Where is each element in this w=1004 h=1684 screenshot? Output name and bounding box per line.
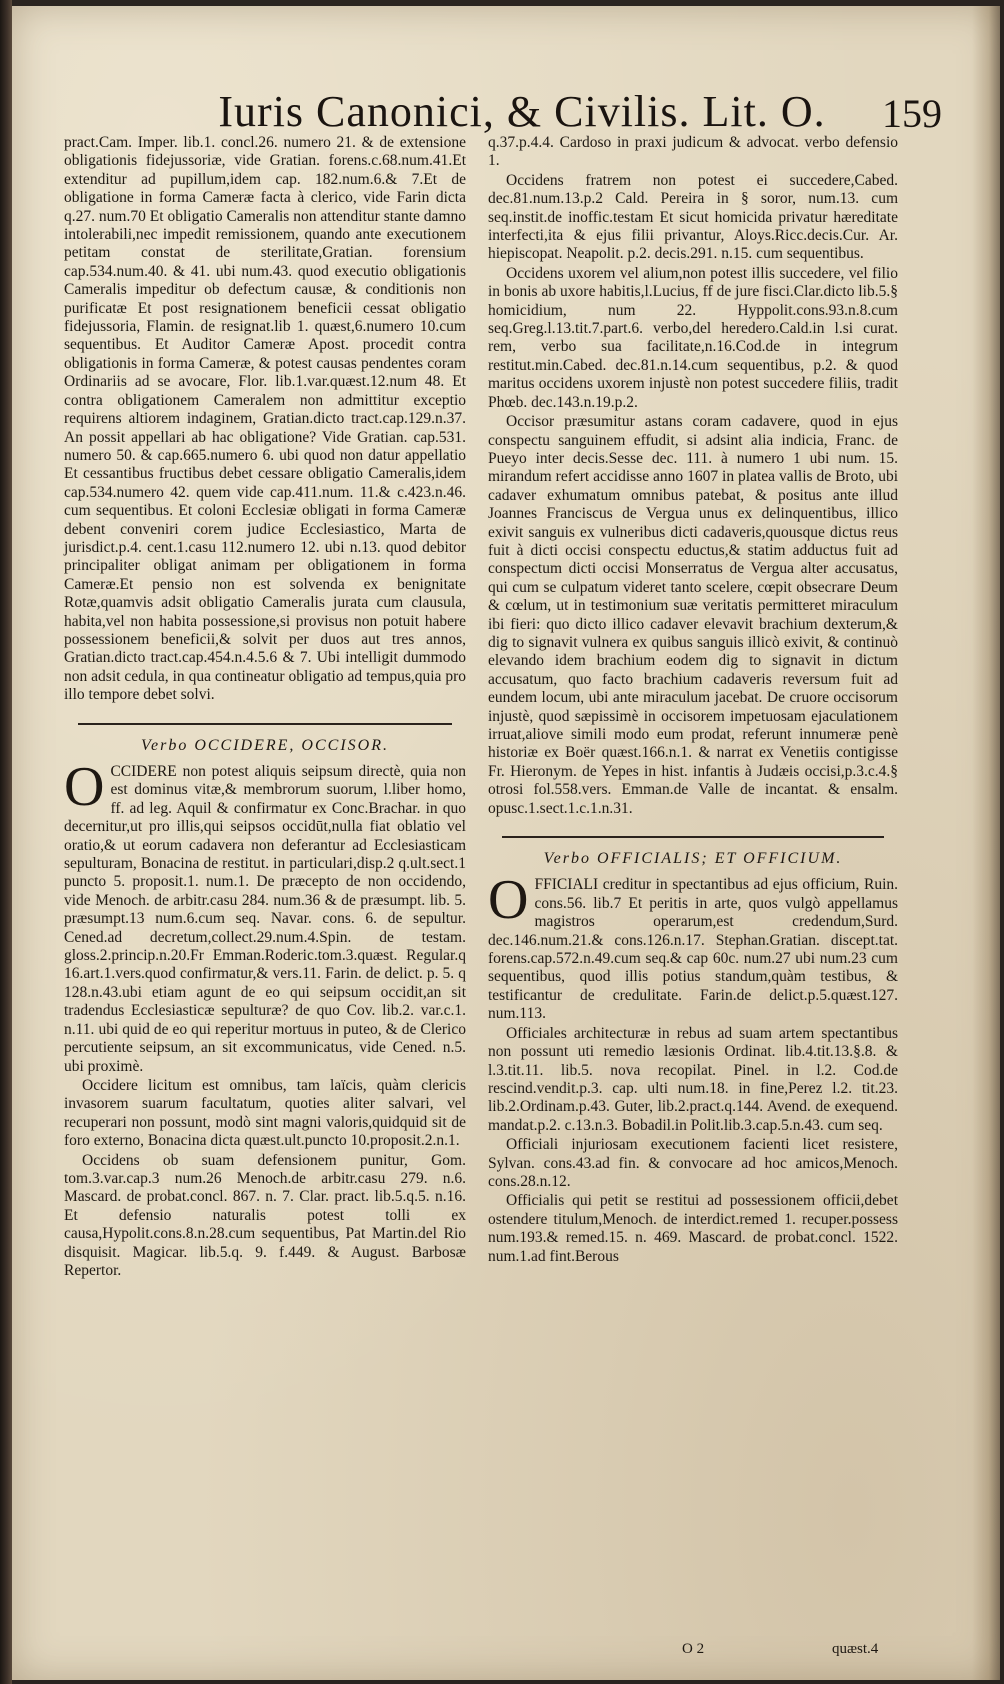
catchword: quæst.4 <box>832 1641 879 1657</box>
left-column <box>64 134 466 1281</box>
section-heading-occidere: Verbo OCCIDERE, OCCISOR. <box>141 736 389 754</box>
section-heading-officialis: Verbo OFFICIALIS; ET OFFICIUM. <box>543 850 843 868</box>
paragraph: pract.Cam. Imper. lib.1. concl.26. numero 21. & de extensione obligationis fidejussoriæ, vide Gratian. forens.c.68.num.41.Et extenditur ad pupillum,idem cap. 182.num.6.& 7.Et de obligatione in forma Cameræ facta à clerico, vide Farin dicta q.27. num.70 Et obligatio Cameralis non attenditur stante damno intolerabili,nec impedit remissionem, quando ante executionem petitam constat de sterilitate,Gratian. forensium cap.534.num.40. & 41. ubi num.43. quod executio obligationis Cameralis impeditur ob defectum causæ, & conditionis non purificatæ Et post resignationem beneficii cessat obligatio fidejussoria, Flamin. de resignat.lib 1. quæst,6.numero 10.cum sequentibus. Et Auditor Cameræ Apost. procedit contra obligationis in forma Cameræ, & potest causas pendentes coram Ordinariis ad se avocare, Flor. lib.1.var.quæst.12.num 48. Et contra obligationem Cameralem non admittitur exceptio requirens altiorem indaginem, Gratian.dicto tract.cap.129.n.37. An possit appellari ab hac obligatione? Vide Gratian. cap.531. numero 50. & cap.665.numero 6. ubi quod non datur appellatio Et cessantibus fructibus debet cessare obligatio Cameralis,idem cap.534.numero 42. quem vide cap.411.num. 11.& c.423.n.46. cum sequentibus. Et coloni Ecclesiæ obligati in forma Cameræ debent conveniri corem judice Ecclesiastico, Marta de jurisdict.p.4. cent.1.casu 112.numero 12. ubi n.13. quod debitor principaliter obligat animam per obligationem in forma Cameræ.Et pensio non est solvenda ex benignitate Rotæ,quamvis adsit obligatio Cameralis jurata cum clausula, habita,vel non habita possessione,si provisus non potuit habere possessionem beneficii,& solvit per duos aut tres annos, Gratian.dicto tract.cap.454.n.4.5.6 & 7. Ubi intelligit dummodo non adsit cedula, in qua contineatur obligatio ad tempus,quia pro illo tempore debet solvi. <box>64 134 466 704</box>
book-binding <box>0 0 12 1684</box>
paragraph: Occidens fratrem non potest ei succedere,Cabed. dec.81.num.13.p.2 Cald. Pereira in § soror, num.13. cum seq.instit.de inoffic.testam Et sicut homicida privatur hæreditate interfecti,ita & ejus filii privantur, Aloys.Ricc.decis.Cur. Ar. hiepiscopat. Neapolit. p.2. decis.291. n.15. cum sequentibus. <box>488 171 898 263</box>
paragraph: Officialis qui petit se restitui ad possessionem officii,debet ostendere titulum,Menoch. de interdict.remed 1. recuper.possess num.193.& remed.15. n. 469. Mascard. de probat.concl. 1522. num.1.ad fint.Berous <box>488 1192 898 1265</box>
page-edge <box>972 6 1000 1680</box>
paragraph: Officiali injuriosam executionem facienti licet resistere, Sylvan. cons.43.ad fin. & convocare ad hoc amicos,Menoch. cons.28.n.12. <box>488 1136 898 1190</box>
paragraph: Occidens uxorem vel alium,non potest illis succedere, vel filio in bonis ab uxore habitis,l.Lucius, ff de jure fisci.Clar.dicto lib.5.§ homicidium, num 22. Hyppolit.cons.93.n.8.cum seq.Greg.l.13.tit.7.part.6. verbo,del heredero.Cald.in l.si curat. rem, verbo sua facilitate,n.16.Cod.de in integrum restitut.min.Cabed. dec.81.n.14.cum sequentibus, p.2. & quod maritus occidens uxorem injustè non potest succedere filiis, tradit Phœb. dec.143.n.19.p.2. <box>488 264 898 411</box>
page-number: 159 <box>882 91 942 136</box>
right-column <box>488 134 898 1267</box>
signature-mark: O 2 <box>682 1641 705 1657</box>
paragraph <box>64 756 466 1076</box>
book-page <box>12 6 1000 1680</box>
paragraph <box>488 869 898 1023</box>
section-divider <box>78 723 452 725</box>
paragraph: q.37.p.4.4. Cardoso in praxi judicum & advocat. verbo defensio 1. <box>488 134 898 170</box>
paragraph-text: CCIDERE non potest aliquis seipsum directè, quia non est dominus vitæ,& membrorum suorum, l.liber homo, ff. ad leg. Aquil & confirmatur ex Conc.Brachar. in quo decernitur,ut pro illis,qui seipsos occidūt,nulla fiat oblatio vel oratio,& ut eorum cadavera non deferantur ad Ecclesiasticam sepulturam, Bonacina de restitut. in particulari,disp.2 q.ult.sect.1 puncto 5. proposit.1. num.1. De præcepto de non occidendo, vide Menoch. de arbitr.casu 284. num.36 & de præsumpt. lib. 5. præsumpt.13 num.6.cum seq. Navar. cons. 6. de sepultur. Cened.ad decretum,collect.29.num.4.Spin. de testam. gloss.2.princip.n.20.Fr Emman.Roderic.tom.3.quæst. Regular.q 16.art.1.vers.quod confirmatur,& vers.11. Farin. de delict. p. 5. q 128.n.43.ubi etiam agunt de eo qui seipsum occidit,an sit tradendus Ecclesiasticæ sepulturæ? de quo Cov. lib.2. var.c.1. n.11. ubi quid de eo qui reperitur mortuus in puteo, & de Clerico percutiente seipsum, an sit excommunicatus, vide Cened. n.5. ubi proximè. <box>64 763 466 1075</box>
drop-cap: O <box>64 756 105 818</box>
paragraph: Occisor præsumitur astans coram cadavere, quod in ejus conspectu sanguinem effudit, si adsint alia indicia, Franc. de Pueyo inter decis.Sesse dec. 111. à numero 1 ubi num. 15. mirandum refert accidisse anno 1607 in platea vallis de Broto, ubi cadaver exhumatum omnibus patebat, & positus ante illud Joannes Franciscus de Vergua unus ex delinquentibus, illico exivit sanguis ex vulneribus dicti cadaveris,quousque dictus reus fuit à dicti occisi conspectu eductus,& statim adductus fuit ad conspectum dicti occisi Monserratus de Vergua alter accusatus, qui cum se culpatum videret tanto scelere, cœpit obsecrare Deum & cœlum, ut in testimonium suæ veritatis permitteret miraculum ibi fieri: quo dicto illico cadaver elevavit brachium dexterum,& dig to signavit vulnera ex quibus sanguis illicò exivit, & continuò elevando idem brachium eodem dig to signavit in dictum accusatum, quo facto brachium cadaveris reversum fuit ad eundem locum, ubi ante miraculum jacebat. De cruore occisorum injustè, quod sæpissimè in occisorem impetuosam ejaculationem irruat,aliove simili modo eum prodat, referunt innumeræ penè historiæ ex Boër quæst.166.n.1. & narrat ex Venetiis contigisse Fr. Hieronym. de Yepes in hist. infantis à Judæis occisi,p.3.c.4.§ otrosi fol.558.vers. Emman.de Valle de incantat. & ensalm. opusc.1.sect.1.c.1.n.31. <box>488 413 898 817</box>
section-divider <box>502 836 884 838</box>
paragraph: Occidens ob suam defensionem punitur, Gom. tom.3.var.cap.3 num.26 Menoch.de arbitr.casu 279. n.6. Mascard. de probat.concl. 867. n. 7. Clar. pract. lib.5.q.5. n.16. Et defensio naturalis potest tolli ex causa,Hypolit.cons.8.n.28.cum sequentibus, Pat Martin.del Rio disquisit. Magicar. lib.5.q. 9. f.449. & August. Barbosæ Repertor. <box>64 1151 466 1279</box>
paragraph-text: FFICIALI creditur in spectantibus ad ejus officium, Ruin. cons.56. lib.7 Et peritis in arte, quos vulgò appellamus magistros operarum,est credendum,Surd. dec.146.num.21.& cons.126.n.17. Stephan.Gratian. discept.tat. forens.cap.572.n.49.cum seq.& cap 60c. num.27 ubi num.23 cum sequentibus, quod illis potius standum,quàm testibus, & testificantur de credulitate. Farin.de delict.p.5.quæst.127. num.113. <box>488 876 898 1023</box>
paragraph: Occidere licitum est omnibus, tam laïcis, quàm clericis invasorem suarum facultatum, quoties aliter salvari, vel recuperari non possunt, modò sint magni valoris,quidquid sit de foro externo, Bonacina dicta quæst.ult.puncto 10.proposit.2.n.1. <box>64 1076 466 1150</box>
running-header <box>162 82 942 142</box>
header-title: Iuris Canonici, & Civilis. Lit. O. <box>218 87 826 136</box>
paragraph: Officiales architecturæ in rebus ad suam artem spectantibus non possunt uti remedio læsionis Ordinat. lib.4.tit.13.§.8. & l.3.tit.11. lib.5. nova recopilat. Pinel. in l.2. Cod.de rescind.vendit.p.3. cap. ulti num.18. in fine,Perez l.2. tit.23. lib.2.Ordinam.p.43. Guter, lib.2.pract.q.144. Avend. de exequend. mandat.p.2. c.13.n.3. Bobadil.in Polit.lib.3.cap.5.n.43. cum seq. <box>488 1024 898 1134</box>
drop-cap: O <box>488 869 529 932</box>
